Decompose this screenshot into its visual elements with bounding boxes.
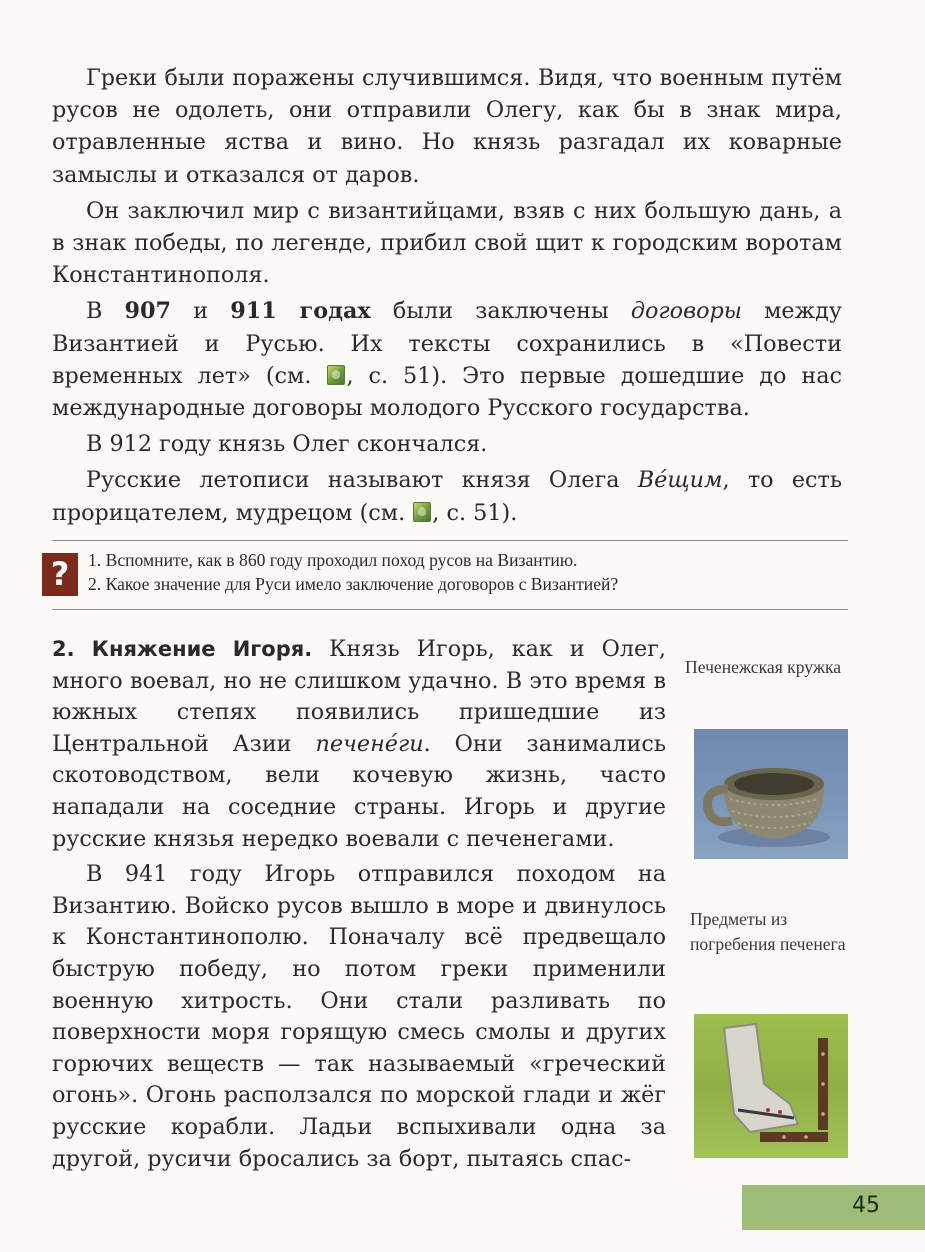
section-igor xyxy=(52,634,666,1179)
caption-pecheneg-mug: Печенежская кружка xyxy=(685,657,842,677)
text-fragment: между Византией и Русью. Их тексты сохранились в «Повести временных лет» (см. xyxy=(52,298,842,389)
questions-bottom-rule xyxy=(52,609,848,610)
mug-illustration xyxy=(694,729,848,859)
paragraph-greeks-defeated: Греки были поражены случившимся. Видя, что военным путём русов не одолеть, они отправили Олегу, как бы в знак мира, отравленные яства и вино. Но князь разгадал их коварные замыслы и отказался от даров. xyxy=(52,65,842,188)
paragraph-peace-treaty: Он заключил мир с византийцами, взяв с них большую дань, а в знак победы, по легенде, прибил свой щит к городским воротам Константинополя. xyxy=(52,197,842,289)
paragraph-igor-reign xyxy=(52,634,666,855)
term-treaties: договоры xyxy=(630,298,742,325)
page-number: 45 xyxy=(852,1193,880,1218)
questions-top-rule xyxy=(52,540,848,541)
page-number-tab xyxy=(742,1185,925,1230)
document-source-icon xyxy=(327,365,345,385)
text-fragment: , с. 51). xyxy=(432,499,518,526)
text-fragment: , с. 51). Это первые дошедшие до нас международные договоры молодого Русского государства. xyxy=(52,362,842,422)
text-fragment: В xyxy=(86,298,125,325)
burial-items-image xyxy=(694,1014,848,1158)
caption-burial-items: Предметы из погребения печенега xyxy=(690,909,846,954)
term-veshchiy: Вéщим xyxy=(637,467,723,494)
question-item: 2. Какое значение для Руси имело заключение договоров с Византией? xyxy=(88,574,619,594)
text-fragment: Русские летописи называют князя Олега xyxy=(86,467,638,494)
paragraph-oleg-wise xyxy=(52,464,842,528)
text-fragment: были заключены xyxy=(370,298,631,325)
term-pechenegs: печенéги xyxy=(315,730,424,757)
year-907: 907 xyxy=(124,298,172,325)
question-item: 1. Вспомните, как в 860 году проходил поход русов на Византию. xyxy=(88,550,578,570)
text-fragment: . Они занимались скотоводством, вели кочевую жизнь, часто нападали на соседние страны. Игорь и другие русские князья нередко воевали с печенегами. xyxy=(52,730,667,852)
section-heading: 2. Княжение Игоря. xyxy=(52,637,313,661)
burial-illustration xyxy=(694,1014,848,1158)
document-source-icon xyxy=(413,502,431,522)
text-fragment: , то есть прорицателем, мудрецом (см. xyxy=(52,467,842,526)
year-911: 911 годах xyxy=(230,298,371,325)
questions-list xyxy=(88,548,618,596)
paragraph-treaties xyxy=(52,295,842,424)
pecheneg-mug-image xyxy=(694,729,848,859)
paragraph-oleg-death: В 912 году князь Олег скончался. xyxy=(86,431,488,458)
top-text-block xyxy=(52,62,842,533)
paragraph-greek-fire: В 941 году Игорь отправился походом на Византию. Войско русов вышло в море и двинулось к Константинополю. Поначалу всё предвещало быструю победу, но потом греки применили военную хитрость. Они стали разливать по поверхности моря горящую смесь смолы и других горючих веществ — так называемый «греческий огонь». Огонь расползался по морской глади и жёг русские корабли. Ладьи вспыхивали одна за другой, русичи бросались за борт, пытаясь спас- xyxy=(52,861,666,1172)
question-mark-icon: ? xyxy=(42,553,78,596)
text-fragment: и xyxy=(171,298,231,325)
text-fragment: Князь Игорь, как и Олег, много воевал, но не слишком удачно. В это время в южных степях появились пришедшие из Центральной Азии xyxy=(52,636,666,757)
